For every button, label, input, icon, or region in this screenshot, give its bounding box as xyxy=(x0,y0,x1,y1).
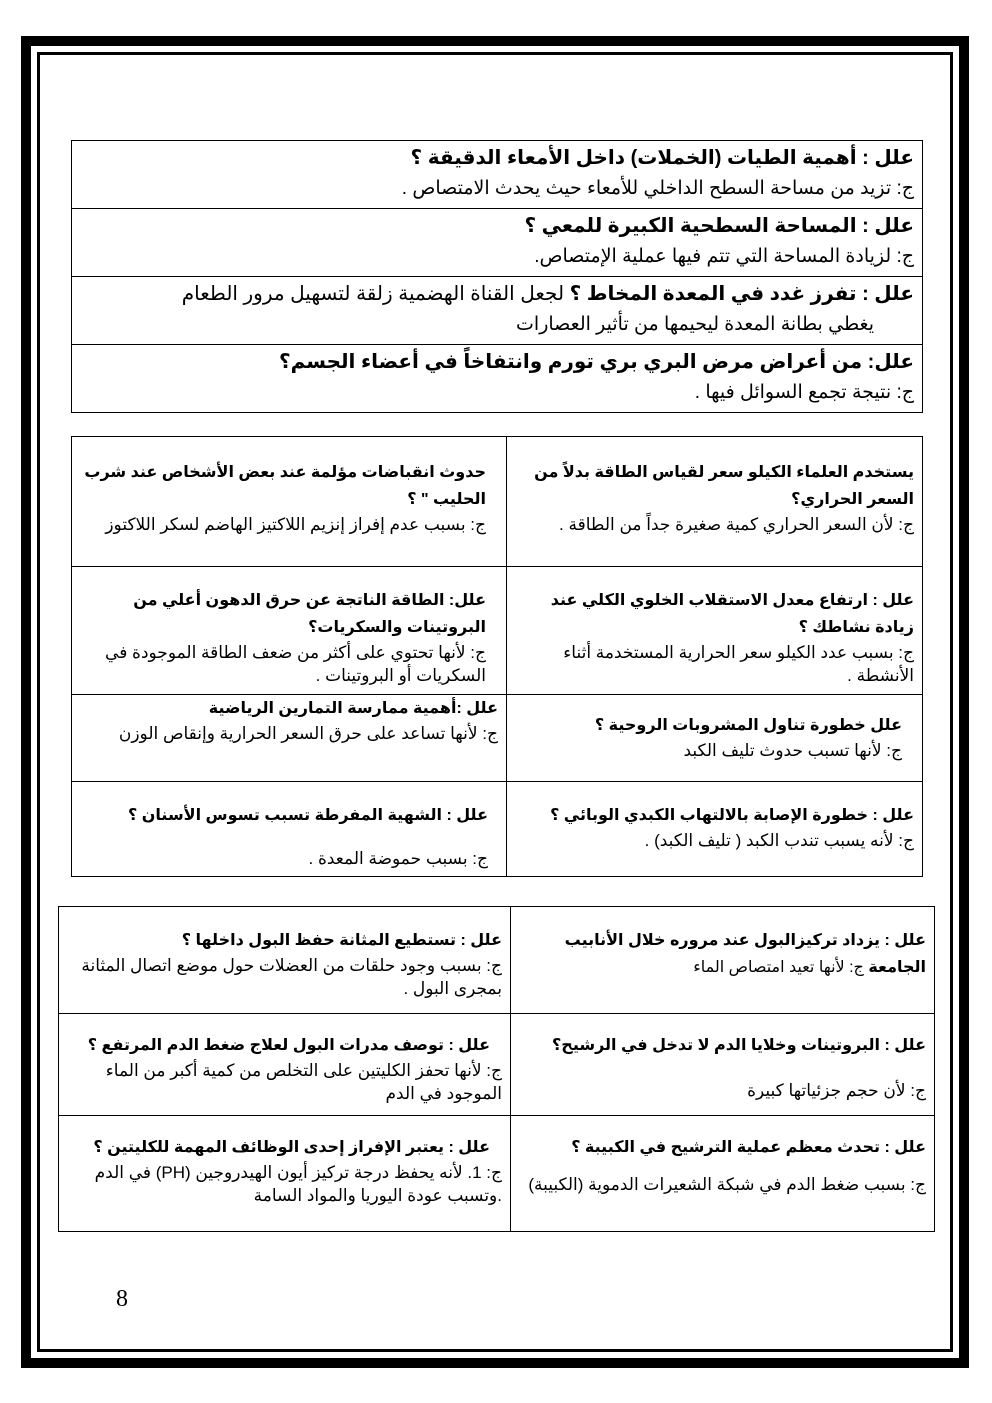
question-text: علل :أهمية ممارسة التمارين الرياضية xyxy=(208,700,498,717)
answer-text: يغطي بطانة المعدة ليحيمها من تأثير العصارات xyxy=(516,314,874,335)
page-number: 8 xyxy=(116,1286,128,1312)
table-row xyxy=(72,567,923,695)
table-cell xyxy=(72,782,507,877)
table-row xyxy=(59,1014,935,1116)
table-cell xyxy=(511,907,935,1014)
question-text: علل : تحدث معظم عملية الترشيح في الكبيبة ؟ xyxy=(571,1139,926,1156)
question-text: علل : الشهية المفرطة تسبب تسوس الأسنان ؟ xyxy=(128,807,488,824)
question-text: علل : المساحة السطحية الكبيرة للمعي ؟ xyxy=(524,215,914,237)
table-cell xyxy=(72,437,507,567)
table-cell xyxy=(507,437,923,567)
answer-inline-text: ج: لأنها تعيد امتصاص الماء xyxy=(693,959,869,976)
question-block xyxy=(72,345,922,412)
question-text: علل : أهمية الطيات (الخملات) داخل الأمعاء الدقيقة ؟ xyxy=(410,147,914,169)
answer-text: ج: لأنها تسبب حدوث تليف الكبد xyxy=(683,741,902,760)
answer-text: ج: بسبب وجود حلقات من العضلات حول موضع اتصال المثانة بمجرى البول . xyxy=(81,956,502,998)
table-cell xyxy=(72,695,507,782)
table-row xyxy=(72,695,923,782)
answer-text: ج: لزيادة المساحة التي تتم فيها عملية الإمتصاص. xyxy=(534,246,914,267)
table-cell xyxy=(511,1116,935,1232)
table-row xyxy=(59,1116,935,1232)
table-cell xyxy=(59,1014,511,1116)
table-cell xyxy=(511,1014,935,1116)
answer-text: ج: لأن حجم جزئياتها كبيرة xyxy=(747,1081,926,1100)
answer-inline-text: لجعل القناة الهضمية زلقة لتسهيل مرور الطعام xyxy=(181,283,570,305)
table-cell xyxy=(72,567,507,695)
answer-text: ج: لأن السعر الحراري كمية صغيرة جداً من الطاقة . xyxy=(559,515,914,534)
answer-text: ج: نتيجة تجمع السوائل فيها . xyxy=(694,382,914,403)
question-block xyxy=(72,209,922,277)
answer-text: ج: بسبب عدم إفراز إنزيم اللاكتيز الهاضم لسكر اللاكتوز xyxy=(105,515,486,534)
answer-text: ج: لأنه يسبب تندب الكبد ( تليف الكبد) . xyxy=(644,831,914,850)
table-cell xyxy=(59,907,511,1014)
question-line xyxy=(80,279,914,310)
question-text: علل: من أعراض مرض البري بري تورم وانتفاخاً في أعضاء الجسم؟ xyxy=(278,351,914,373)
table-row xyxy=(72,782,923,877)
table-row xyxy=(59,907,935,1014)
question-text: علل : يزداد تركيزالبول عند مروره خلال الأنابيب الجامعة xyxy=(564,932,926,976)
questions-table-3 xyxy=(58,906,935,1232)
question-text: علل : يعتبر الإفراز إحدى الوظائف المهمة للكليتين ؟ xyxy=(93,1139,490,1156)
answer-text: ج: تزيد من مساحة السطح الداخلي للأمعاء حيث يحدث الامتصاص . xyxy=(401,178,914,199)
answer-text: ج: بسبب عدد الكيلو سعر الحرارية المستخدمة أثناء الأنشطة . xyxy=(563,643,914,685)
answer-text: ج: بسبب حموضة المعدة . xyxy=(308,849,488,868)
answer-text: ج: 1. لأنه يحفظ درجة تركيز أيون الهيدروجين (PH) في الدم .وتسبب عودة اليوريا والمواد السامة xyxy=(94,1163,502,1205)
answer-text: ج: لأنها تحفز الكليتين على التخلص من كمية أكبر من الماء الموجود في الدم xyxy=(105,1061,502,1103)
question-text: علل : تستطيع المثانة حفظ البول داخلها ؟ xyxy=(181,932,502,949)
answer-text: ج: لأنها تحتوي على أكثر من ضعف الطاقة الموجودة في السكريات أو البروتينات . xyxy=(105,643,486,685)
question-block xyxy=(72,277,922,345)
questions-table-2 xyxy=(71,436,923,877)
questions-box xyxy=(71,140,923,413)
table-row xyxy=(72,437,923,567)
answer-text: ج: بسبب ضغط الدم في شبكة الشعيرات الدموية (الكبيبة) xyxy=(528,1175,926,1194)
question-text: علل : ارتفاع معدل الاستقلاب الخلوي الكلي عند زيادة نشاطك ؟ xyxy=(550,592,914,636)
table-cell xyxy=(507,695,923,782)
question-text: علل : البروتينات وخلايا الدم لا تدخل في الرشيح؟ xyxy=(552,1037,926,1054)
question-text: علل : توصف مدرات البول لعلاج ضغط الدم المرتفع ؟ xyxy=(87,1037,490,1054)
table-cell xyxy=(59,1116,511,1232)
question-text: علل: الطاقة الناتجة عن حرق الدهون أعلي من البروتينات والسكريات؟ xyxy=(133,592,486,636)
question-line xyxy=(519,927,926,981)
question-text: علل : تفرز غدد في المعدة المخاط ؟ xyxy=(569,283,914,305)
table-cell xyxy=(507,782,923,877)
question-text: يستخدم العلماء الكيلو سعر لقياس الطاقة بدلاً من السعر الحراري؟ xyxy=(534,464,914,508)
question-text: علل : خطورة الإصابة بالالتهاب الكبدي الوبائي ؟ xyxy=(550,807,914,824)
question-text: حدوث انقباضات مؤلمة عند بعض الأشخاص عند شرب الحليب " ؟ xyxy=(84,464,486,508)
question-text: علل خطورة تناول المشروبات الروحية ؟ xyxy=(594,717,902,734)
answer-text: ج: لأنها تساعد على حرق السعر الحرارية وإنقاص الوزن xyxy=(118,724,498,743)
table-cell xyxy=(507,567,923,695)
question-block xyxy=(72,141,922,209)
